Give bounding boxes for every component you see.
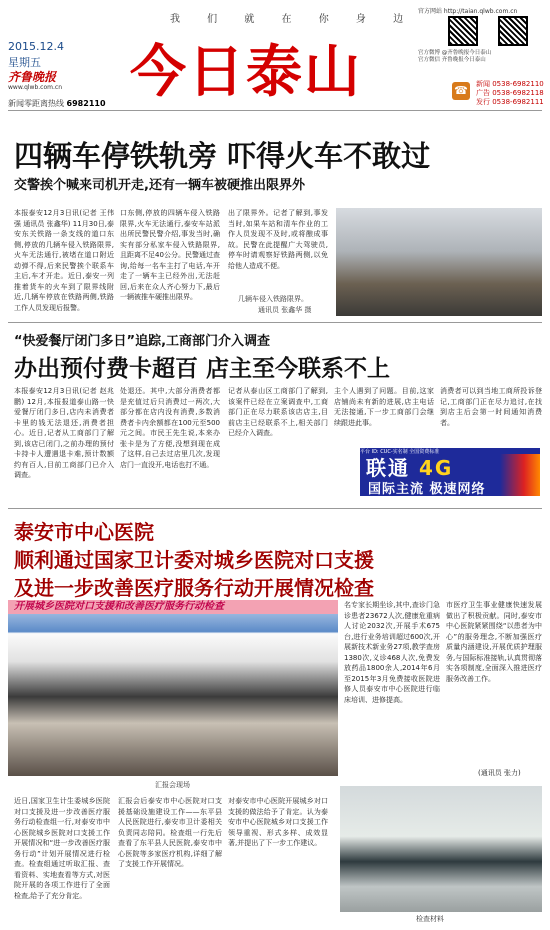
qr-label-wechat: 官方微信 齐鲁晚报今日泰山 [418,57,486,63]
story3-headline-line1: 顺利通过国家卫计委对城乡医院对口支援 [14,548,374,572]
story3-headline-line2: 及进一步改善医疗服务行动开展情况检查 [14,576,374,600]
story2-col3: 记者从泰山区工商部门了解到,该案件已经在立案调查中,工商部门正在尽力联系该店店主,目前店主已经联系不上,相关部门已经介入调查。 [228,387,328,437]
hotline-label: 新闻零距离热线 [8,99,64,108]
issue-date: 2015.12.4 [8,40,64,53]
ad-brand-text: 联通 [366,456,410,480]
story3-right-col2: 市医疗卫生事业健康快速发展做出了积极贡献。同时,泰安市中心医院紧紧围绕“以患者为中心”的服务理念,不断加强医疗质量内涵建设,开展优质护理服务,与国际标准接轨,认真贯彻落实各项制度,全面深入推进医疗服务改善工作。 [446,601,542,683]
qr-labels [418,50,491,64]
phone-news: 新闻 0538-6982110 [476,80,544,88]
story3-bottom-col2: 汇报会后泰安市中心医院对口支援基础设施建设工作——东平县人民医院进行,泰安市卫计委相关负责同志陪同。检查组一行先后查看了东平县人民医院,泰安市中心医院等多家医疗机构,详细了解了支援工作开展情况。 [118,797,222,868]
ad-stripe [500,448,540,496]
story1-subhead: 交警挨个喊来司机开走,还有一辆车被硬推出限界外 [14,178,305,193]
story1-col1: 本报泰安12月3日讯(记者 王伟强 通讯员 张鑫华) 11月30日,泰安东关铁路一条支线的道口东侧,停放的几辆车侵入铁路限界,火车无法通行,被堵在道口附近动弹不得,后来民警挨个联系车主后,车才开走。近日,泰安一列推着货车的火车到了限界线附近,几辆车停放在铁路两侧,铁路工作人员发现后报警。 [14,209,114,312]
inspection-photo-caption: 检查材料 [416,915,444,923]
phone-ads: 广告 0538-6982118 [476,89,544,97]
story2-divider [8,508,542,509]
story2-kicker: “快爱餐厅闭门多日”追踪,工商部门介入调查 [14,334,271,349]
story1-col2: 口东侧,停放的四辆车侵入铁路限界,火车无法通行,泰安车站派出所民警民警介绍,事发当时,确实有部分私家车侵入铁路限界,且距离不足40公分。民警通过查询,给每一名车主打了电话,车开走了一辆车主已经外出,无法赶回,后来在众人齐心努力下,最后一辆被推车硬推出限界。 [120,209,220,301]
qr-label-weibo: 官方微博 @齐鲁晚报今日泰山 [418,50,492,56]
hotline-number: 6982110 [66,99,106,108]
phone-icon: ☎ [452,82,470,100]
masthead-divider [8,110,542,111]
slogan: 我 们 就 在 你 身 边 [170,14,416,25]
meeting-photo-caption: 汇报会现场 [155,781,190,789]
ad-4g-text: 4G [418,456,454,480]
contact-block [418,6,548,106]
story1-col3: 出了限界外。记者了解到,事发当时,如果车站和清车作业的工作人员发现不及时,或将酿成事故。民警在此提醒广大驾驶员,停车时请观察好铁路两侧,以免给他人造成不便。 [228,209,328,270]
ad-slogan: 国际主流 极速网络 [368,482,486,497]
brand-url[interactable]: www.qlwb.com.cn [8,84,62,91]
qr-code-wechat-icon[interactable] [498,16,528,46]
brand-logo: 齐鲁晚报 [8,70,57,84]
masthead [0,0,550,110]
story3-hospital: 泰安市中心医院 [14,520,154,544]
story1-caption-author: 通讯员 张鑫华 摄 [258,306,312,314]
story3-bottom-col3: 对泰安市中心医院开展城乡对口支援的做法给予了肯定。认为泰安市中心医院城乡对口支援工作领导重视、形式多样、成效显著,并提出了下一步工作建议。 [228,797,328,847]
newspaper-title: 今日泰山 [130,39,362,105]
story1-headline: 四辆车停铁轨旁 吓得火车不敢过 [14,139,431,173]
story2-col1: 本报泰安12月3日讯(记者 赵兆鹏) 12月,本报报道泰山路一快爱餐厅闭门多日,店内未消费者卡里的钱无法退还,消费者担心。近日,记者从工商部门了解到,该店已闭门,之前办理的预付卡持卡人遭遇退卡难,预计数额约有百人,目前工商部门已介入调查。 [14,387,114,479]
story1-caption: 几辆车侵入铁路限界。 [238,295,308,303]
ad-brand [366,452,453,481]
story3-signature: (通讯员 张力) [478,769,521,777]
meeting-photo [8,600,338,776]
issue-weekday: 星期五 [8,56,41,69]
story1-divider [8,322,542,323]
railway-cars-photo [336,208,542,316]
website-label[interactable]: 官方网站 http://taian.qlwb.com.cn [418,8,518,15]
story2-col4: 主个人遇到了问题。目前,这家店铺尚未有新的进展,店主电话无法接通,下一步工商部门会继续跟进此事。 [334,387,434,427]
inspection-photo [340,786,542,912]
unicom-4g-ad[interactable] [360,448,540,496]
meeting-banner: 开展城乡医院对口支援和改善医疗服务行动检查 [8,600,338,614]
hotline [8,98,106,109]
story3-right-col1: 名专家长期坐诊,其中,查诊门急诊患者23672人次,健康危重病人讨论2032次,开展手术675台,进行业务培训超过600次,开展新技术新业务27项,教学查房1380次,义诊468人次,免费发放药品1800余人,2014年6月至2015年3月免费接收医院进修人员泰安市中心医院进行临床培训、进修提高。 [344,601,440,704]
phone-list [476,80,544,107]
qr-code-weibo-icon[interactable] [448,16,478,46]
story2-col5: 消费者可以到当地工商所投诉登记,工商部门正在尽力追讨,在找到店主后会第一时间通知消费者。 [440,387,542,427]
story2-headline: 办出预付费卡超百 店主至今联系不上 [14,356,391,382]
phone-distribution: 发行 0538-6982111 [476,98,544,106]
story2-col2: 处退还。其中,大部分消费者都是充值过后只消费过一两次,大部分都在店内没有消费,多数消费者卡内余额都在100元至500元之间。市民王先生说,本来办张卡是为了方便,没想到现在成了这样,自己去过店里几次,发现店门一直没开,电话也打不通。 [120,387,220,469]
ad-top-text: 平台 ID: CUC-实名制 全国资费标准 [360,448,540,454]
story3-bottom-col1: 近日,国家卫生计生委城乡医院对口支援及进一步改善医疗服务行动检查组一行,对泰安市中心医院城乡医院对口支援工作开展情况和“进一步改善医疗服务行动”计划开展情况进行检查。检查组通过听取汇报、查看资料、实地查看等方式,对医院开展的各项工作进行了全面检查,给予了充分肯定。 [14,797,110,900]
